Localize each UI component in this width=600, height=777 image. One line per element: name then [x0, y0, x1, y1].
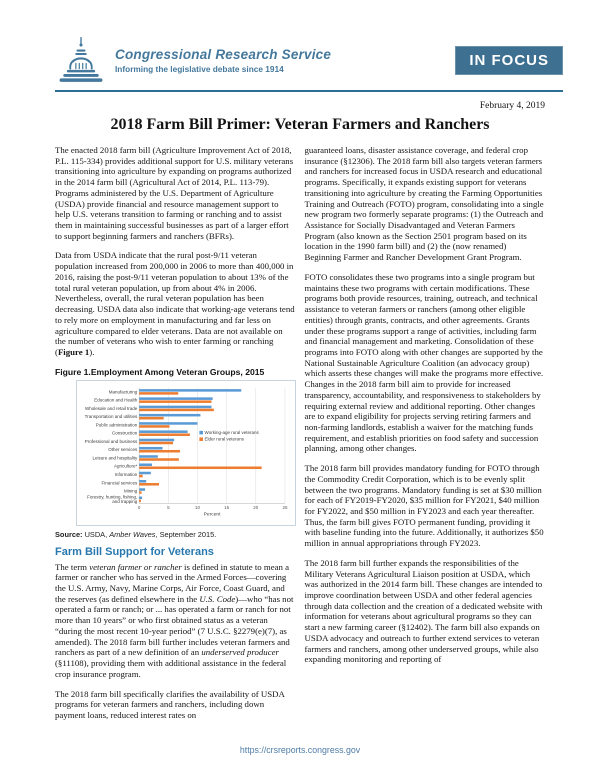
svg-text:5: 5	[167, 505, 170, 511]
svg-text:Education and Health: Education and Health	[94, 397, 138, 403]
svg-text:25: 25	[282, 505, 288, 511]
svg-text:Percent: Percent	[203, 512, 221, 518]
svg-text:Working-age rural veterans: Working-age rural veterans	[204, 430, 259, 436]
publication-date: February 4, 2019	[479, 101, 545, 111]
svg-text:Manufacturing: Manufacturing	[108, 389, 138, 395]
svg-text:Agriculture*: Agriculture*	[114, 463, 138, 469]
svg-text:Elder rural veterans: Elder rural veterans	[204, 436, 244, 442]
svg-text:and trapping: and trapping	[112, 499, 138, 505]
paragraph: The enacted 2018 farm bill (Agriculture Improvement Act of 2018, P.L. 115-334) provides additional support for U.S. military veterans transitioning into agriculture by expanding on programs authorized in the 2014 farm bill (Agricultural Act of 2014, P.L. 113-79). Programs administered by the U.S. Department of Agriculture (USDA) provide financial and resource management support to help U.S. veterans transition to farming or ranching and to assist them in maintaining successful businesses as part of a larger effort to support beginning farmers and ranchers (BFRs).	[55, 145, 294, 241]
paragraph: Data from USDA indicate that the rural post-9/11 veteran population increased from 200,000 in 2006 to more than 400,000 in 2016, raising the post-9/11 veteran population to about 13% of the total rural veteran population, up from about 4% in 2006. Nevertheless, overall, the rural veteran population has been decreasing. USDA data also indicate that working-age veterans tend to rely more on employment in manufacturing and far less on agriculture compared to elder veterans. Data are not available on the number of veterans who wish to enter farming or ranching (Figure 1).	[55, 250, 295, 357]
page-title: 2018 Farm Bill Primer: Veteran Farmers and Ranchers	[110, 116, 490, 133]
document-header	[55, 36, 563, 84]
left-column	[55, 145, 296, 730]
svg-text:Mining: Mining	[124, 488, 138, 494]
org-tagline: Informing the legislative debate since 1914	[115, 63, 284, 74]
svg-text:Information: Information	[114, 472, 138, 478]
svg-text:Other services: Other services	[108, 447, 138, 453]
svg-text:Professional and business: Professional and business	[84, 439, 138, 445]
paragraph: The 2018 farm bill provides mandatory funding for FOTO through the Commodity Credit Corporation, which is to be evenly split between the two programs. Mandatory funding is set at $30 million for each of FY2019-FY2020, $35 million for FY2021, $40 million for FY2022, and $50 million in FY2023 and each year thereafter. Thus, the farm bill gives FOTO permanent funding, providing it with baseline funding into the future. Additionally, it authorizes $50 million in annual appropriations through FY2023.	[304, 463, 544, 549]
svg-text:20: 20	[253, 505, 259, 511]
paragraph: The term veteran farmer or rancher is defined in statute to mean a farmer or rancher who has served in the Armed Forces—covering the U.S. Army, Navy, Marine Corps, Air Force, Coast Guard, and the reserves (as defined elsewhere in the U.S. Code)—who “has not operated a farm or ranch; or ... has operated a farm or ranch for not more than 10 years” or who first obtained status as a veteran “during the most recent 10-year period” (7 U.S.C. §2279(e)(7), as amended). The 2018 farm bill further includes veteran farmers and ranchers as part of a new definition of an underserved producer (§11108), providing them with additional assistance in the federal crop insurance program.	[55, 561, 294, 679]
section-heading: Farm Bill Support for Veterans	[55, 546, 214, 559]
logo-text	[115, 47, 331, 74]
figure-1	[55, 367, 296, 540]
figure-title: Figure 1.Employment Among Veteran Groups, 2015	[55, 366, 265, 377]
right-column	[305, 145, 546, 730]
paragraph: The 2018 farm bill specifically clarifies the availability of USDA programs for veteran farmers and ranchers, including down payment loans, reduced interest rates on	[55, 688, 285, 720]
paragraph: FOTO consolidates these two programs into a single program but maintains these two programs with certain modifications. These programs both provide resources, training, outreach, and technical assistance to veteran farmers or ranchers (among other eligible entities) through grants, contracts, and other agreements. Grants under these programs support a range of activities, including farm and financial management and marketing. Consolidation of these programs into FOTO along with other changes are supported by the National Sustainable Agriculture Coalition (an advocacy group) which asserts these changes will make the programs more effective. Changes in the 2018 farm bill aim to provide for increased transparency, accountability, and responsiveness to stakeholders by requiring external review and additional reporting. Other changes are to expand eligibility for projects serving retiring farmers and non-farming landlords, establish a waiver for the matching funds requirement, and establish priorities on food safety and succession planning, among other changes.	[304, 271, 544, 454]
svg-text:Construction: Construction	[112, 430, 138, 436]
figure-source: Source: USDA, Amber Waves, September 2015.	[55, 530, 217, 540]
svg-text:Leisure and hospitality: Leisure and hospitality	[92, 455, 138, 461]
svg-text:Transportation and utilities: Transportation and utilities	[84, 414, 138, 420]
two-column-body	[55, 145, 545, 730]
in-focus-badge: IN FOCUS	[455, 46, 563, 75]
svg-text:Wholesale and retail trade: Wholesale and retail trade	[85, 406, 138, 412]
capitol-dome-icon	[55, 36, 107, 84]
org-name: Congressional Research Service	[115, 46, 332, 62]
figure-chart	[76, 380, 296, 526]
crs-logo	[55, 36, 331, 84]
svg-text:Forestry, hunting, fishing,: Forestry, hunting, fishing,	[87, 494, 138, 500]
paragraph: guaranteed loans, disaster assistance coverage, and federal crop insurance (§12306). The 2018 farm bill also targets veteran farmers and ranchers for increased focus in USDA research and educational programs. Specifically, it expands existing support for veterans transitioning into agriculture by creating the Farming Opportunities Training and Outreach (FOTO) program, consolidating into a single new program two formerly separate programs: (1) the Outreach and Assistance for Socially Disadvantaged and Veteran Farmers Program (also known as the Section 2501 program based on its location in the 1990 farm bill) and (2) the (now renamed) Beginning Farmer and Rancher Development Grant Program.	[304, 145, 544, 263]
svg-text:10: 10	[194, 505, 201, 511]
svg-text:Financial services: Financial services	[101, 480, 138, 486]
svg-text:0: 0	[137, 505, 141, 511]
paragraph: The 2018 farm bill further expands the responsibilities of the Military Veterans Agricultural Liaison position at USDA, which was authorized in the 2014 farm bill. These changes are intended to improve coordination between USDA and other federal agencies through data collection and the creation of a dedicated website with information for veterans about agricultural programs so they can start a new farming career (§12402). The farm bill also expands on USDA advocacy and outreach to further extend services to veteran farmers and ranchers, among other underserved groups, while also expanding monitoring and reporting of	[304, 557, 543, 665]
svg-text:Public administration: Public administration	[95, 422, 138, 428]
footer-link[interactable]: https://crsreports.congress.gov	[239, 745, 361, 755]
header-rule	[55, 90, 563, 92]
svg-text:15: 15	[224, 505, 230, 511]
